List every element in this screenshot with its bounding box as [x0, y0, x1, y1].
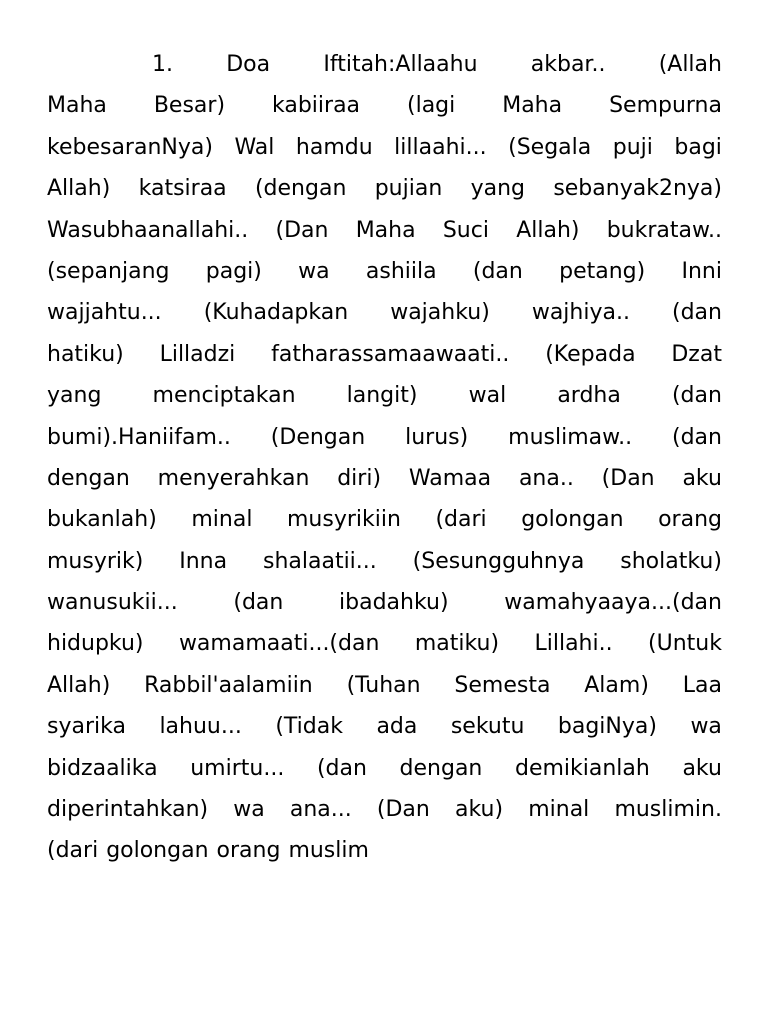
text-word: (Kuhadapkan: [203, 300, 349, 326]
text-word: (sepanjang: [47, 258, 170, 284]
text-word: puji: [612, 134, 653, 160]
text-word: wamamaati...(dan: [178, 631, 380, 657]
text-word: lahuu...: [159, 714, 242, 740]
text-word: Wasubhaanallahi..: [47, 217, 249, 243]
text-word: langit): [346, 383, 418, 409]
text-line: [47, 52, 722, 93]
text-line: [47, 259, 722, 300]
text-word: (dan: [671, 383, 722, 409]
text-line: [47, 466, 722, 507]
text-word: (dan: [316, 755, 367, 781]
text-word: Lillahi..: [534, 631, 613, 657]
text-word: akbar..: [530, 52, 606, 77]
text-word: hatiku): [47, 341, 124, 367]
text-word: (Tuhan: [346, 672, 421, 698]
text-word: orang: [216, 838, 281, 864]
text-word: 1.: [152, 52, 173, 77]
text-line: [47, 756, 722, 797]
text-line: [47, 590, 722, 631]
text-line: [47, 93, 722, 134]
text-word: (Allah: [658, 52, 722, 77]
text-word: Lilladzi: [159, 341, 236, 367]
text-word: ardha: [557, 383, 621, 409]
text-word: (Dengan: [270, 424, 366, 450]
text-word: Maha: [47, 93, 107, 119]
text-word: menciptakan: [152, 383, 296, 409]
text-word: menyerahkan: [157, 465, 310, 491]
text-word: aku: [682, 465, 722, 491]
text-word: dengan: [47, 465, 130, 491]
text-word: (Dan: [275, 217, 329, 243]
text-line: [47, 673, 722, 714]
text-word: Alam): [584, 672, 649, 698]
text-word: (dan: [472, 258, 523, 284]
text-word: (Tidak: [275, 714, 343, 740]
text-word: hamdu: [295, 134, 373, 160]
text-word: orang: [658, 507, 722, 533]
text-word: wajahku): [390, 300, 490, 326]
text-word: (dari: [47, 838, 99, 864]
text-word: minal: [191, 507, 253, 533]
text-word: bagi: [674, 134, 722, 160]
text-word: hidupku): [47, 631, 144, 657]
text-word: lurus): [405, 424, 469, 450]
text-word: Inni: [681, 258, 722, 284]
text-line: [47, 218, 722, 259]
text-word: pujian: [374, 176, 443, 202]
text-word: syarika: [47, 714, 126, 740]
text-word: wa: [298, 258, 330, 284]
text-word: Dzat: [671, 341, 722, 367]
text-word: Suci: [442, 217, 489, 243]
text-word: demikianlah: [514, 755, 650, 781]
text-word: pagi): [205, 258, 262, 284]
text-word: shalaatii...: [262, 548, 377, 574]
text-word: (Kepada: [545, 341, 636, 367]
text-word: Allah): [516, 217, 580, 243]
text-word: Wal: [234, 134, 275, 160]
text-word: bukanlah): [47, 507, 157, 533]
text-word: bagiNya): [557, 714, 657, 740]
text-word: ibadahku): [339, 590, 449, 616]
text-word: golongan: [521, 507, 624, 533]
text-line: [47, 797, 722, 838]
text-word: sekutu: [450, 714, 525, 740]
text-word: ashiila: [365, 258, 437, 284]
text-word: musyrik): [47, 548, 144, 574]
text-line: [47, 631, 722, 672]
text-word: (dari: [435, 507, 487, 533]
text-word: wa: [690, 714, 722, 740]
text-word: wanusukii...: [47, 590, 178, 616]
text-word: minal: [528, 797, 590, 823]
text-word: aku: [682, 755, 722, 781]
text-word: diri): [337, 465, 382, 491]
text-word: (dan: [672, 424, 722, 450]
text-word: matiku): [414, 631, 500, 657]
text-word: Sempurna: [609, 93, 722, 119]
document-body: [47, 52, 722, 880]
text-word: wamahyaaya...(dan: [504, 590, 722, 616]
text-word: bumi).Haniifam..: [47, 424, 231, 450]
text-word: Laa: [682, 672, 722, 698]
text-word: dengan: [399, 755, 483, 781]
text-word: bidzaalika: [47, 755, 158, 781]
text-word: muslimaw..: [508, 424, 633, 450]
text-word: (lagi: [407, 93, 456, 119]
text-word: Maha: [502, 93, 563, 119]
text-word: Rabbil'aalamiin: [144, 672, 313, 698]
text-word: muslimin.: [614, 797, 722, 823]
text-word: Allah): [47, 176, 111, 202]
text-word: Maha: [355, 217, 416, 243]
text-word: kabiiraa: [272, 93, 361, 119]
text-word: ada: [376, 714, 418, 740]
text-word: katsiraa: [138, 176, 227, 202]
text-word: Doa: [226, 52, 271, 77]
text-word: umirtu...: [190, 755, 285, 781]
text-word: wal: [468, 383, 507, 409]
text-word: wajhiya..: [531, 300, 630, 326]
text-word: yang: [47, 383, 102, 409]
text-word: sholatku): [620, 548, 722, 574]
text-word: petang): [559, 258, 646, 284]
text-word: (Dan: [376, 797, 430, 823]
text-word: kebesaranNya): [47, 134, 213, 160]
text-line: [47, 135, 722, 176]
text-line: [47, 342, 722, 383]
text-word: musyrikiin: [287, 507, 401, 533]
text-word: wajjahtu...: [47, 300, 162, 326]
text-word: (dan: [233, 590, 284, 616]
text-word: Wamaa: [408, 465, 492, 491]
text-word: (Dan: [601, 465, 655, 491]
text-line: [47, 425, 722, 466]
text-line: [47, 838, 722, 879]
text-word: diperintahkan): [47, 797, 209, 823]
text-line: [47, 383, 722, 424]
text-line: [47, 549, 722, 590]
text-word: Semesta: [454, 672, 551, 698]
text-word: golongan: [106, 838, 209, 864]
text-word: Besar): [153, 93, 226, 119]
text-word: ana..: [518, 465, 574, 491]
text-word: sebanyak2nya): [553, 176, 722, 202]
text-line: [47, 714, 722, 755]
text-word: (Sesungguhnya: [412, 548, 585, 574]
text-word: ana...: [289, 797, 352, 823]
text-word: (Segala: [508, 134, 592, 160]
text-word: aku): [454, 797, 504, 823]
text-word: (dengan: [254, 176, 347, 202]
text-word: wa: [233, 797, 265, 823]
text-line: [47, 176, 722, 217]
text-word: Iftitah:Allaahu: [323, 52, 478, 77]
text-line: [47, 507, 722, 548]
text-word: muslim: [288, 838, 369, 864]
text-word: (Untuk: [648, 631, 722, 657]
text-word: fatharassamaawaati..: [271, 341, 510, 367]
text-word: yang: [470, 176, 525, 202]
text-word: bukrataw..: [606, 217, 722, 243]
text-word: Allah): [47, 672, 111, 698]
text-line: [47, 300, 722, 341]
text-word: (dan: [671, 300, 722, 326]
text-word: lillaahi...: [394, 134, 487, 160]
text-word: Inna: [179, 548, 228, 574]
